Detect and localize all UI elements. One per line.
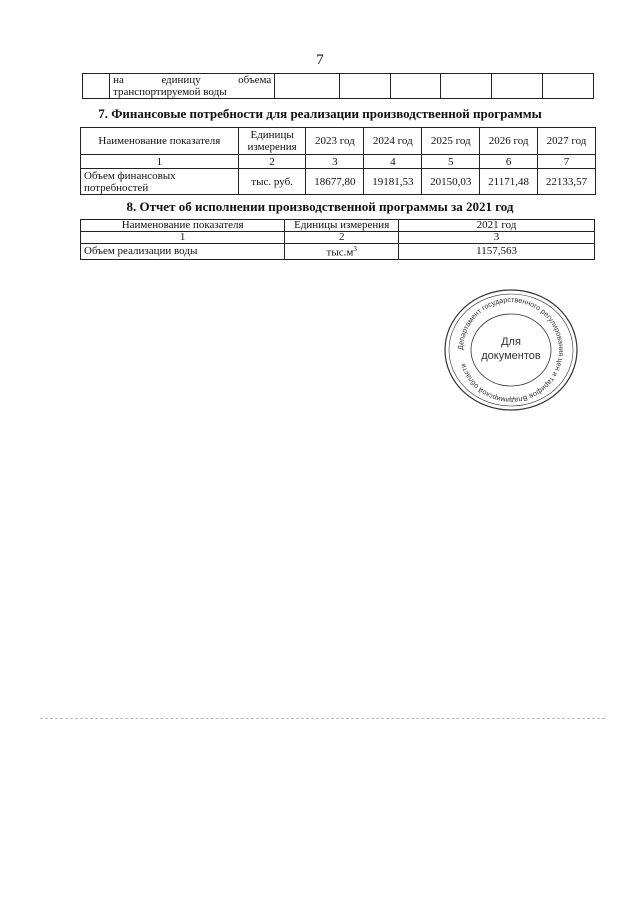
header-cell: Единицы измерения — [238, 128, 306, 155]
row-unit-cell — [285, 244, 399, 260]
table-cell — [110, 74, 275, 99]
cont-word: на — [113, 74, 124, 86]
header-cell: Наименование показателя — [81, 220, 285, 232]
table-row — [83, 74, 594, 99]
table-row — [81, 169, 596, 195]
header-cell: Единицы измерения — [285, 220, 399, 232]
table-header-row — [81, 220, 595, 232]
number-cell: 3 — [306, 155, 364, 169]
table-cell — [390, 74, 441, 99]
value-cell: 21171,48 — [480, 169, 538, 195]
table-number-row — [81, 232, 595, 244]
unit-text: тыс.м — [326, 246, 354, 259]
table-header-row — [81, 128, 596, 155]
header-cell: 2021 год — [399, 220, 595, 232]
cont-word: объема — [238, 74, 272, 86]
table-cell — [492, 74, 543, 99]
number-cell: 2 — [285, 232, 399, 244]
header-cell: 2027 год — [538, 128, 596, 155]
header-cell: Наименование показателя — [81, 128, 239, 155]
official-stamp — [442, 287, 580, 413]
header-cell: 2023 год — [306, 128, 364, 155]
number-cell: 2 — [238, 155, 306, 169]
table-row — [81, 244, 595, 260]
program-report-table — [80, 219, 595, 260]
table-cell — [543, 74, 594, 99]
number-cell: 3 — [399, 232, 595, 244]
number-cell: 6 — [480, 155, 538, 169]
number-cell: 1 — [81, 155, 239, 169]
continuation-table — [82, 73, 594, 99]
table-cell — [441, 74, 492, 99]
row-name-cell: Объем финансовых потребностей — [81, 169, 239, 195]
stamp-center-line2: документов — [481, 350, 541, 362]
stamp-ring-path-text: Департамент государственного регулирования цен и тарифов Владимирской области — [455, 294, 567, 406]
financial-needs-table — [80, 127, 596, 195]
header-cell: 2024 год — [364, 128, 422, 155]
number-cell: 4 — [364, 155, 422, 169]
row-unit-cell: тыс. руб. — [238, 169, 306, 195]
value-cell: 22133,57 — [538, 169, 596, 195]
page-number: 7 — [316, 52, 324, 68]
scan-artifact-line — [40, 718, 605, 719]
value-cell: 20150,03 — [422, 169, 480, 195]
stamp-center-line1: Для — [501, 336, 521, 348]
cont-line: транспортируемой воды — [113, 86, 227, 98]
row-name-cell: Объем реализации воды — [81, 244, 285, 260]
table-cell — [275, 74, 340, 99]
section-7-title: 7. Финансовые потребности для реализации производственной программы — [98, 106, 542, 121]
number-cell: 7 — [538, 155, 596, 169]
value-cell: 1157,563 — [399, 244, 595, 260]
header-cell: 2026 год — [480, 128, 538, 155]
section-8-title: 8. Отчет об исполнении производственной программы за 2021 год — [126, 199, 514, 214]
header-cell: 2025 год — [422, 128, 480, 155]
unit-superscript: 3 — [353, 245, 357, 253]
table-cell — [339, 74, 390, 99]
number-cell: 5 — [422, 155, 480, 169]
table-cell — [83, 74, 110, 99]
table-number-row — [81, 155, 596, 169]
value-cell: 19181,53 — [364, 169, 422, 195]
number-cell: 1 — [81, 232, 285, 244]
value-cell: 18677,80 — [306, 169, 364, 195]
cont-word: единицу — [161, 74, 201, 86]
